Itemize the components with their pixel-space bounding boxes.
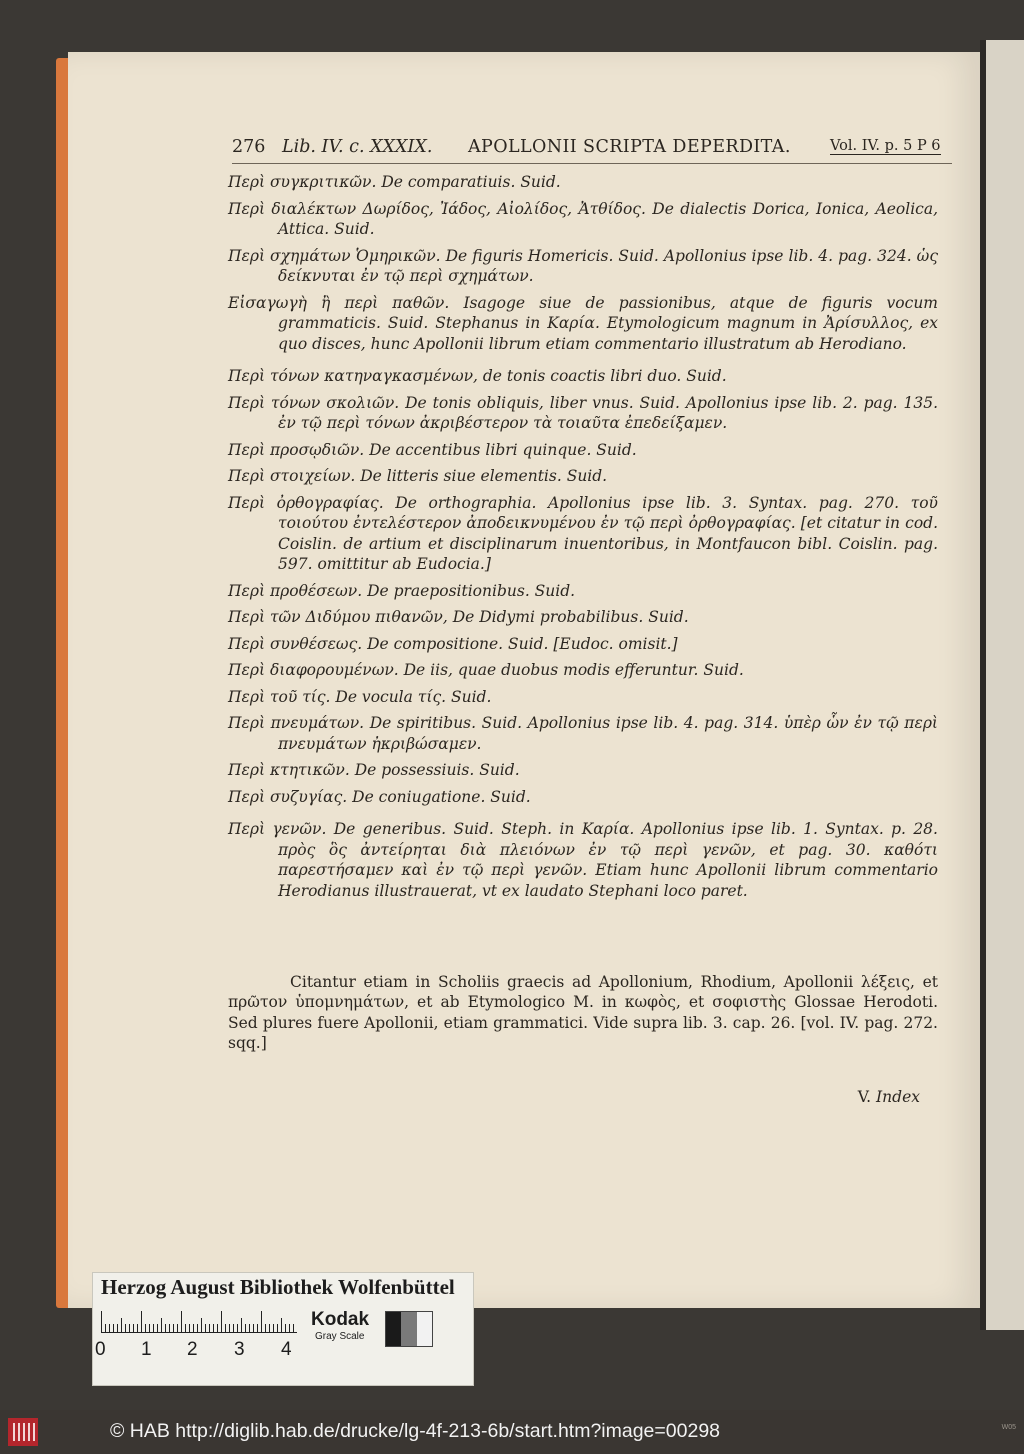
- ruler-number: 0: [95, 1339, 106, 1360]
- ruler-tick: [149, 1324, 150, 1333]
- catchword-word: Index: [876, 1088, 920, 1106]
- entry: [228, 787, 938, 808]
- ruler-tick: [161, 1318, 162, 1333]
- ruler-tick: [225, 1324, 226, 1333]
- ruler-tick: [169, 1324, 170, 1333]
- ruler-tick: [105, 1324, 106, 1333]
- entry-text: De orthographia. Apollonius ipse lib. 3. Syntax. pag. 270. τοῦ τοιούτου ἐντελέστερον ἀποδεικνυμένου ἐν τῷ περὶ ὀρθογραφίας. [et citatur in cod. Coislin. de artium et disciplinarum inuentoribus, in Montfaucon bibl. Coislin. pag. 597. omittitur ab Eudocia.]: [278, 493, 938, 573]
- entry-greek: Περὶ συζυγίας.: [228, 787, 348, 806]
- ruler-tick: [249, 1324, 250, 1333]
- gray-patch: [417, 1312, 432, 1346]
- entry-greek: Περὶ τῶν Διδύμου πιθανῶν,: [228, 608, 448, 626]
- gray-patches: [385, 1311, 433, 1347]
- entry-greek: Περὶ κτητικῶν.: [228, 761, 350, 779]
- catchword-prefix: V.: [857, 1088, 872, 1106]
- ruler-tick: [137, 1324, 138, 1333]
- ruler-tick: [241, 1318, 242, 1333]
- ruler-tick: [265, 1324, 266, 1333]
- ruler-number: 3: [234, 1339, 245, 1360]
- entry: [228, 246, 938, 287]
- ruler-tick: [197, 1324, 198, 1333]
- measuring-ruler: [101, 1311, 297, 1333]
- entry: [228, 713, 938, 754]
- ruler-tick: [109, 1324, 110, 1333]
- entry-greek: Περὶ τόνων κατηναγκασμένων,: [228, 367, 478, 385]
- ruler-tick: [145, 1324, 146, 1333]
- footer-bar: [0, 1410, 1024, 1454]
- entry-greek: Περὶ στοιχείων.: [228, 467, 356, 485]
- ruler-tick: [269, 1324, 270, 1333]
- corner-mark: W05: [1001, 1424, 1016, 1431]
- ruler-tick: [285, 1324, 286, 1333]
- entry-greek: Περὶ τόνων σκολιῶν.: [228, 393, 400, 412]
- color-calibration-bar: [92, 1272, 474, 1386]
- entry-text: De comparatiuis. Suid.: [381, 173, 561, 191]
- ruler-number: 1: [141, 1339, 152, 1360]
- closing-paragraph: Citantur etiam in Scholiis graecis ad Apollonium, Rhodium, Apollonii λέξεις, et πρῶτον ὑπομνημάτων, et ab Etymologico M. in κωφὸς, et σοφιστὴς Glossae Herodoti. Sed plures fuere Apollonii, etiam grammatici. Vide supra lib. 3. cap. 26. [vol. IV. pag. 272. sqq.]: [228, 972, 938, 1052]
- entry-text: De vocula τίς. Suid.: [335, 687, 492, 706]
- gray-patch: [401, 1312, 416, 1346]
- ruler-tick: [289, 1324, 290, 1333]
- entry: [228, 607, 938, 628]
- entry-greek: Περὶ σχημάτων Ὁμηρικῶν.: [228, 246, 441, 265]
- entry: [228, 660, 938, 681]
- ruler-tick: [177, 1324, 178, 1333]
- gray-scale-label: Gray Scale: [315, 1331, 365, 1342]
- entry: [228, 172, 938, 193]
- entry-text: De tonis obliquis, liber vnus. Suid. Apollonius ipse lib. 2. pag. 135. ἐν τῷ περὶ τόνων ἀκριβέστερον τὰ τοιαῦτα ἐπεδείξαμεν.: [278, 393, 938, 432]
- ruler-tick: [281, 1318, 282, 1333]
- ruler-tick: [165, 1324, 166, 1333]
- ruler-tick: [205, 1324, 206, 1333]
- entry: [228, 819, 938, 901]
- ruler-tick: [113, 1324, 114, 1333]
- entry: [228, 581, 938, 602]
- ruler-tick: [129, 1324, 130, 1333]
- page-number: 276: [232, 137, 266, 157]
- entry-text: De figuris Homericis. Suid. Apollonius ipse lib. 4. pag. 324. ὡς δείκνυται ἐν τῷ περὶ σχημάτων.: [278, 246, 938, 285]
- ruler-tick: [125, 1324, 126, 1333]
- adjacent-page-strip: [980, 40, 1024, 1330]
- entry-text: de tonis coactis libri duo. Suid.: [482, 367, 727, 385]
- entry-text: De Didymi probabilibus. Suid.: [452, 608, 689, 626]
- ruler-tick: [277, 1324, 278, 1333]
- catchword: [858, 1088, 920, 1106]
- ruler-tick: [257, 1324, 258, 1333]
- entry-text: De litteris siue elementis. Suid.: [360, 467, 608, 485]
- ruler-tick: [117, 1324, 118, 1333]
- ruler-tick: [253, 1324, 254, 1333]
- entry-text: De possessiuis. Suid.: [354, 761, 520, 779]
- ruler-tick: [189, 1324, 190, 1333]
- ruler-tick: [101, 1311, 102, 1333]
- entry: [228, 493, 938, 575]
- entry: [228, 760, 938, 781]
- entry-text: De accentibus libri quinque. Suid.: [369, 440, 637, 459]
- entry-text: De coniugatione. Suid.: [352, 787, 531, 806]
- ruler-tick: [181, 1311, 182, 1333]
- ruler-tick: [273, 1324, 274, 1333]
- ruler-tick: [237, 1324, 238, 1333]
- entry-greek: Περὶ συγκριτικῶν.: [228, 173, 377, 191]
- entry-list: [228, 172, 938, 907]
- entry-text: De dialectis Dorica, Ionica, Aeolica, Attica. Suid.: [278, 199, 939, 238]
- library-name: Herzog August Bibliothek Wolfenbüttel: [101, 1275, 455, 1299]
- ruler-tick: [141, 1311, 142, 1333]
- gray-patch: [386, 1312, 401, 1346]
- ruler-tick: [209, 1324, 210, 1333]
- running-head: [232, 137, 952, 164]
- entry-greek: Περὶ διαλέκτων Δωρίδος, Ἰάδος, Αἰολίδος, Ἀτθίδος.: [228, 199, 646, 218]
- entry: [228, 366, 938, 387]
- entry-greek: Περὶ συνθέσεως.: [228, 634, 363, 653]
- entry: [228, 687, 938, 708]
- entry-greek: Περὶ γενῶν.: [228, 820, 327, 838]
- entry-greek: Περὶ διαφορουμένων.: [228, 661, 399, 679]
- ruler-tick: [157, 1324, 158, 1333]
- ruler-tick: [261, 1311, 262, 1333]
- entry-greek: Περὶ πνευμάτων.: [228, 714, 365, 732]
- ruler-tick: [229, 1324, 230, 1333]
- entry-text: De iis, quae duobus modis efferuntur. Suid.: [403, 661, 744, 679]
- ruler-tick: [173, 1324, 174, 1333]
- entry-text: De spiritibus. Suid. Apollonius ipse lib. 4. pag. 314. ὑπὲρ ὧν ἐν τῷ περὶ πνευμάτων ἠκριβώσαμεν.: [278, 714, 939, 753]
- entry-greek: Περὶ προθέσεων.: [228, 581, 363, 600]
- section-ref: Lib. IV. c. XXXIX.: [282, 137, 433, 157]
- entry-greek: Εἰσαγωγὴ ἢ περὶ παθῶν.: [228, 293, 450, 312]
- entry: [228, 440, 938, 461]
- entry-greek: Περὶ ὀρθογραφίας.: [228, 493, 384, 512]
- ruler-numbers: [95, 1339, 295, 1363]
- ruler-tick: [213, 1324, 214, 1333]
- ruler-tick: [293, 1324, 294, 1333]
- entry: [228, 466, 938, 487]
- kodak-logo: Kodak: [311, 1309, 370, 1330]
- ruler-number: 4: [281, 1339, 292, 1360]
- entry-text: Isagoge siue de passionibus, atque de figuris vocum grammaticis. Suid. Stephanus in Καρία. Etymologicum magnum in Ἀρίσυλλος, ex quo disces, hunc Apollonii librum etiam commentario illustratum ab Herodiano.: [278, 293, 939, 353]
- volume-ref: Vol. IV. p. 5 P 6: [830, 138, 941, 154]
- page-title: APOLLONII SCRIPTA DEPERDITA.: [468, 137, 791, 157]
- ruler-tick: [221, 1311, 222, 1333]
- ruler-tick: [245, 1324, 246, 1333]
- hab-logo-icon: [8, 1418, 38, 1446]
- ruler-tick: [201, 1318, 202, 1333]
- entry: [228, 393, 938, 434]
- ruler-tick: [133, 1324, 134, 1333]
- ruler-tick: [193, 1324, 194, 1333]
- ruler-tick: [121, 1318, 122, 1333]
- ruler-number: 2: [187, 1339, 198, 1360]
- entry: [228, 199, 938, 240]
- entry-text: De praepositionibus. Suid.: [367, 581, 576, 600]
- ruler-tick: [185, 1324, 186, 1333]
- entry-text: De compositione. Suid. [Eudoc. omisit.]: [367, 634, 678, 653]
- ruler-tick: [153, 1324, 154, 1333]
- entry: [228, 293, 938, 355]
- copyright-link[interactable]: © HAB http://diglib.hab.de/drucke/lg-4f-213-6b/start.htm?image=00298: [110, 1420, 721, 1442]
- entry-text: De generibus. Suid. Steph. in Καρία. Apollonius ipse lib. 1. Syntax. p. 28. πρὸς ὃς ἀντείρηται διὰ πλειόνων ἐν τῷ περὶ γενῶν, et pag. 30. καθότι παρεστήσαμεν καὶ ἐν τῷ περὶ γενῶν. Etiam hunc Apollonii librum commentario Herodianus illustrauerat, vt ex laudato Stephani loco paret.: [278, 820, 938, 900]
- entry-greek: Περὶ προσῳδιῶν.: [228, 440, 365, 459]
- ruler-tick: [233, 1324, 234, 1333]
- entry-greek: Περὶ τοῦ τίς.: [228, 687, 331, 706]
- ruler-tick: [217, 1324, 218, 1333]
- entry: [228, 634, 938, 655]
